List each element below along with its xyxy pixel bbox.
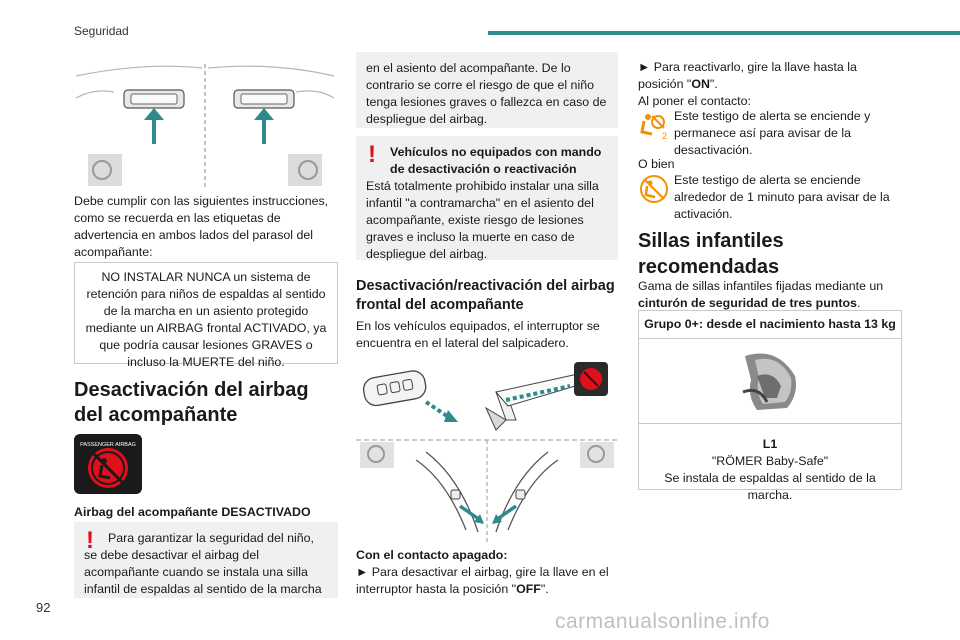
airbag-off-warning-lamp-icon [638,110,670,145]
deactivate-step [356,564,618,598]
key-switch-illustration [356,360,618,542]
section-header: Seguridad [74,24,129,38]
seat-range-belt: cinturón de seguridad de tres puntos [638,296,857,310]
header-accent-bar [488,31,960,35]
group-0-header: Grupo 0+: desde el nacimiento hasta 13 kg [644,317,896,331]
deactivate-step-end: ". [540,582,549,596]
airbag-off-icon [74,434,142,494]
ignition-on-text: Al poner el contacto: [638,94,751,108]
lamp-activated-row [638,172,900,223]
lamp-activated-text: Este testigo de alerta se enciende alrededor de 1 minuto para avisar de la activación. [674,173,890,221]
airbag-off-caption: Airbag del acompañante DESACTIVADO [74,505,311,519]
watermark: carmanualsonline.info [555,610,770,633]
seat-range-end: . [856,296,861,310]
lamp-deactivated-row [638,108,900,159]
alert-text: Para garantizar la seguridad del niño, se debe desactivar el airbag del acompañante cuando se instala una silla infantil de espaldas al sentido de la marcha [84,531,322,596]
no-switch-alert-text: Está totalmente prohibido instalar una silla infantil "a contramarcha" en el asiento del acompañante, existe riesgo de lesiones graves e incluso la muerte en caso de despliegue del airbag. [366,179,599,261]
alert-exclamation-icon: ! [368,141,376,168]
baby-seat-image [737,346,803,416]
seat-description: Se instala de espaldas al sentido de la marcha. [664,471,876,502]
seat-image-cell [639,339,901,424]
child-safety-alert [74,522,338,598]
seat-range-pre: Gama de sillas infantiles fijadas mediante un [638,279,884,293]
sun-visor-illustration [74,58,336,190]
seat-name: "RÖMER Baby-Safe" [711,454,829,468]
switch-location-text: En los vehículos equipados, el interruptor se encuentra en el lateral del salpicadero. [356,319,600,350]
reactivate-step [638,59,900,93]
no-switch-alert [356,136,618,260]
airbag-on-warning-lamp-icon [638,174,670,209]
svg-text:2: 2 [662,131,668,140]
seat-code: L1 [762,437,778,451]
seat-info-cell [639,424,901,510]
airbag-switch-heading: Desactivación/reactivación del airbag frontal del acompañante [356,278,615,313]
off-position: OFF [516,582,541,596]
page-number: 92 [36,600,51,615]
reactivate-step-end: ". [709,77,718,91]
visor-warning-label: NO INSTALAR NUNCA un sistema de retención para niños de espaldas al sentido de la marcha en un asiento protegido mediante un AIRBAG frontal ACTIVADO, ya que podría causar lesiones GRAVES o incluso la MUERTE del niño. [74,262,338,364]
child-seat-table [638,310,902,502]
airbag-off-icon-text: PASSENGER AIRBAG [80,442,136,448]
seat-range-text [638,278,900,312]
no-switch-alert-title: Vehículos no equipados con mando de desactivación o reactivación [390,145,602,176]
on-position: ON [691,77,710,91]
lamp-deactivated-text: Este testigo de alerta se enciende y permanece así para avisar de la desactivación. [674,109,871,157]
alert-exclamation-icon: ! [86,527,94,554]
visor-instructions: Debe cumplir con las siguientes instrucciones, como se recuerda en las etiquetas de advertencia en ambos lados del parasol del acompañante: [74,194,329,259]
table-header [639,311,901,339]
airbag-deactivation-heading: Desactivación del airbag del acompañante [74,379,309,426]
deactivate-step-text: ► Para desactivar el airbag, gire la llave en el interruptor hasta la posición " [356,565,609,596]
or-text: O bien [638,157,675,171]
reactivate-step-text: ► Para reactivarlo, gire la llave hasta la posición " [638,60,857,91]
child-safety-alert-continued: en el asiento del acompañante. De lo contrario se corre el riesgo de que el niño tenga lesiones graves o fallezca en caso de despliegue del airbag. [356,52,618,128]
recommended-seats-heading: Sillas infantiles recomendadas [638,230,784,278]
ignition-off-title: Con el contacto apagado: [356,548,508,562]
